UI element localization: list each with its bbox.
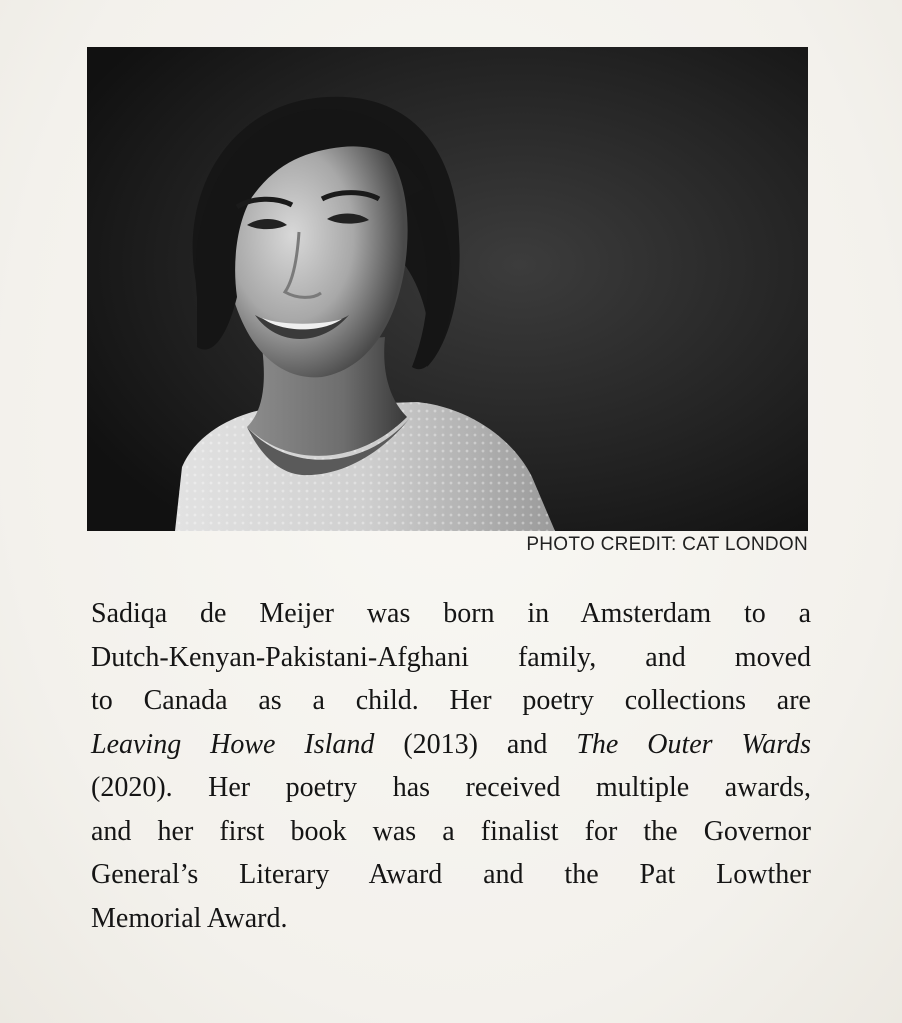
photo-credit: PHOTO CREDIT: CAT LONDON xyxy=(526,534,808,555)
book-title-leaving-howe-island: Leaving Howe Island xyxy=(91,728,375,760)
bio-line-2: Dutch-Kenyan-Pakistani-Afghani family, and moved xyxy=(91,641,811,673)
bio-line-6: and her first book was a finalist for the Governor xyxy=(91,815,811,847)
bio-line-4-middle: (2013) and xyxy=(374,728,577,760)
bio-line-4 xyxy=(91,723,811,767)
book-title-the-outer-wards: The Outer Wards xyxy=(576,728,811,760)
author-portrait-illustration xyxy=(87,47,808,531)
author-bio xyxy=(91,592,811,940)
bio-line-1: Sadiqa de Meijer was born in Amsterdam to a xyxy=(91,598,811,629)
author-photo xyxy=(87,47,808,531)
bio-line-5: (2020). Her poetry has received multiple awards, xyxy=(91,772,811,803)
bio-line-7: General’s Literary Award and the Pat Lowther xyxy=(91,859,811,890)
bio-line-3: to Canada as a child. Her poetry collections are xyxy=(91,685,811,716)
bio-line-8: Memorial Award. xyxy=(91,902,288,934)
